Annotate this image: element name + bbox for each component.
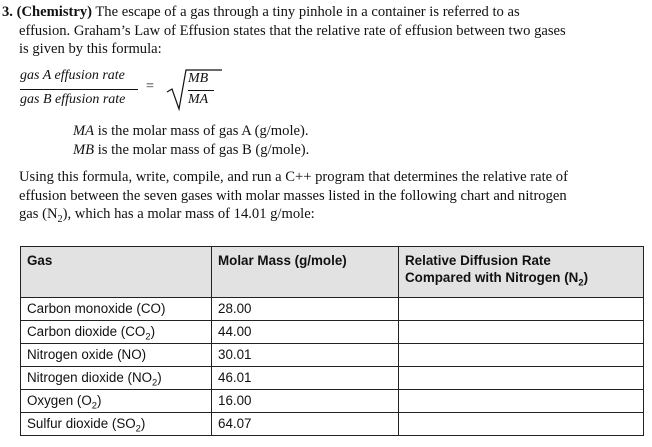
problem-intro	[2, 3, 648, 59]
relative-rate-cell	[399, 367, 644, 390]
problem-number: 3.	[2, 4, 13, 20]
table-row	[21, 321, 644, 344]
definition-mb-text: is the molar mass of gas B (g/mole).	[94, 141, 310, 158]
molar-mass-cell: 16.00	[212, 390, 399, 413]
gas-name-cell: Oxygen $(O_2)$	[21, 390, 212, 413]
gas-name-cell: Nitrogen dioxide $(NO_2)$	[21, 367, 212, 390]
molar-mass-cell: 28.00	[212, 298, 399, 321]
relative-rate-cell	[399, 321, 644, 344]
root-numerator: MB	[188, 71, 209, 86]
intro-text-2: effusion. Graham’s Law of Effusion states that the relative rate of effusion between two gases	[19, 22, 566, 39]
gas-name-cell: Nitrogen oxide (NO)	[21, 344, 212, 367]
header-gas: Gas	[21, 247, 212, 298]
molar-mass-cell: 30.01	[212, 344, 399, 367]
molar-mass-cell: 64.07	[212, 413, 399, 436]
intro-text-1: The escape of a gas through a tiny pinhole in a container is referred to as	[95, 4, 520, 20]
gas-molar-mass-table	[20, 246, 644, 436]
table-row	[21, 413, 644, 436]
definition-ma-text: is the molar mass of gas A (g/mole).	[94, 123, 309, 139]
intro-line-1	[2, 3, 648, 22]
fraction-numerator: gas A effusion rate	[20, 68, 125, 83]
header-molar-mass: Molar Mass (g/mole)	[212, 247, 399, 298]
molar-mass-cell: 46.01	[212, 367, 399, 390]
header-relative-rate: Relative Diffusion Rate Compared with Nitrogen $(N_2)$	[399, 247, 644, 298]
problem-topic: (Chemistry)	[16, 4, 92, 20]
symbol-mb: MB	[73, 141, 95, 158]
equals-sign: =	[146, 79, 154, 94]
table-row	[21, 367, 644, 390]
relative-rate-cell	[399, 413, 644, 436]
relative-rate-cell	[399, 344, 644, 367]
definition-mb	[73, 141, 309, 160]
table-row	[21, 390, 644, 413]
gas-name-cell: Carbon monoxide (CO)	[21, 298, 212, 321]
table-header-row	[21, 247, 644, 298]
root-denominator: MA	[188, 92, 209, 107]
task-line-3: gas $(N_2)$, which has a molar mass of 14.01 g/mole:	[19, 206, 315, 225]
task-line-1: Using this formula, write, compile, and run a C++ program that determines the relative rate of	[19, 169, 568, 185]
table-row	[21, 344, 644, 367]
intro-text-3: is given by this formula:	[19, 41, 162, 57]
relative-rate-cell	[399, 390, 644, 413]
fraction-bar	[20, 89, 138, 90]
molar-mass-cell: 44.00	[212, 321, 399, 344]
symbol-ma: MA	[73, 123, 95, 139]
table-row	[21, 298, 644, 321]
relative-rate-cell	[399, 298, 644, 321]
task-description	[19, 168, 649, 224]
square-root	[164, 68, 224, 112]
gas-name-cell: Sulfur dioxide $(SO_2)$	[21, 413, 212, 436]
task-line-2: effusion between the seven gases with molar masses listed in the following chart and nitrogen	[19, 187, 567, 204]
fraction-denominator: gas B effusion rate	[20, 92, 126, 107]
definition-ma	[73, 122, 309, 141]
gas-name-cell: Carbon dioxide $(CO_2)$	[21, 321, 212, 344]
variable-definitions	[73, 122, 309, 159]
root-fraction-bar	[188, 90, 214, 91]
